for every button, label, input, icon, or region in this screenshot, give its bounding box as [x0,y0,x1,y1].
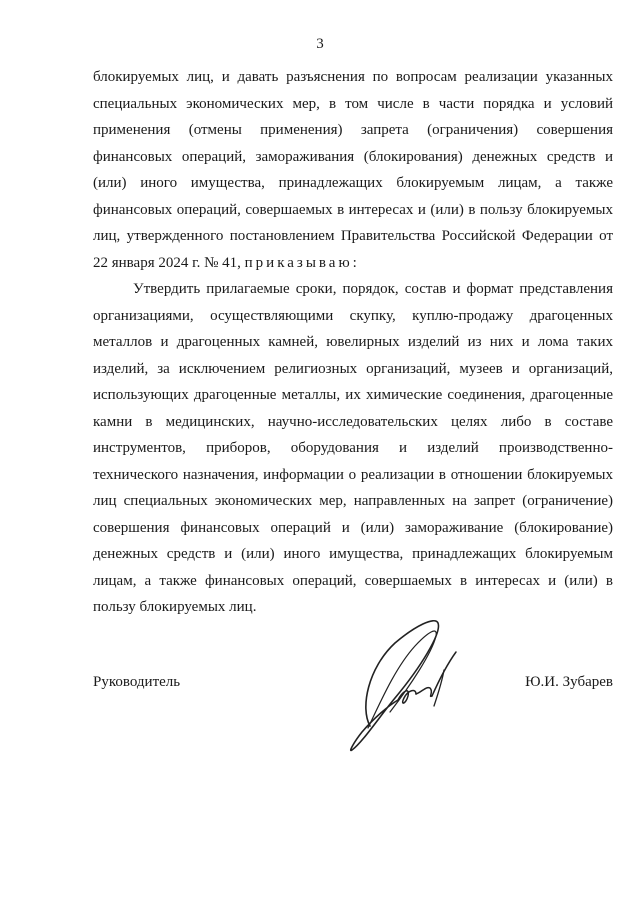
signatory-title: Руководитель [93,674,181,690]
handwritten-signature [340,608,470,758]
order-word: приказываю: [244,254,360,271]
document-body [93,64,613,621]
page-number: 3 [316,36,324,52]
signatory-name: Ю.И. Зубарев [525,674,613,690]
paragraph-1-text: блокируемых лиц, и давать разъяснения по вопросам реализации указанных специальных экономических мер, в том числе в части порядка и условий применения (отмены применения) запрета (ограничения) совершения финансовых операций, замораживания (блокирования) денежных средств и (или) иного имущества, принадлежащих блокируемым лицам, а также финансовых операций, совершаемых в интересах и (или) в пользу блокируемых лиц, утвержденного постановлением Правительства Российской Федерации от 22 января 2024 г. № 41, [93,69,613,271]
paragraph-2: Утвердить прилагаемые сроки, порядок, состав и формат представления организациями, осуществляющими скупку, куплю-продажу драгоценных металлов и драгоценных камней, ювелирных изделий из них и лома таких изделий, за исключением религиозных организаций, музеев и организаций, использующих драгоценные металлы, их химические соединения, драгоценные камни в медицинских, научно-исследовательских целях либо в составе инструментов, приборов, оборудования и изделий производственно-технического назначения, информации о реализации в отношении блокируемых лиц специальных экономических мер, направленных на запрет (ограничение) совершения финансовых операций и (или) замораживание (блокирование) денежных средств и (или) иного имущества, принадлежащих блокируемым лицам, а также финансовых операций, совершаемых в интересах и (или) в пользу блокируемых лиц. [93,281,613,615]
paragraph-1 [93,64,613,276]
